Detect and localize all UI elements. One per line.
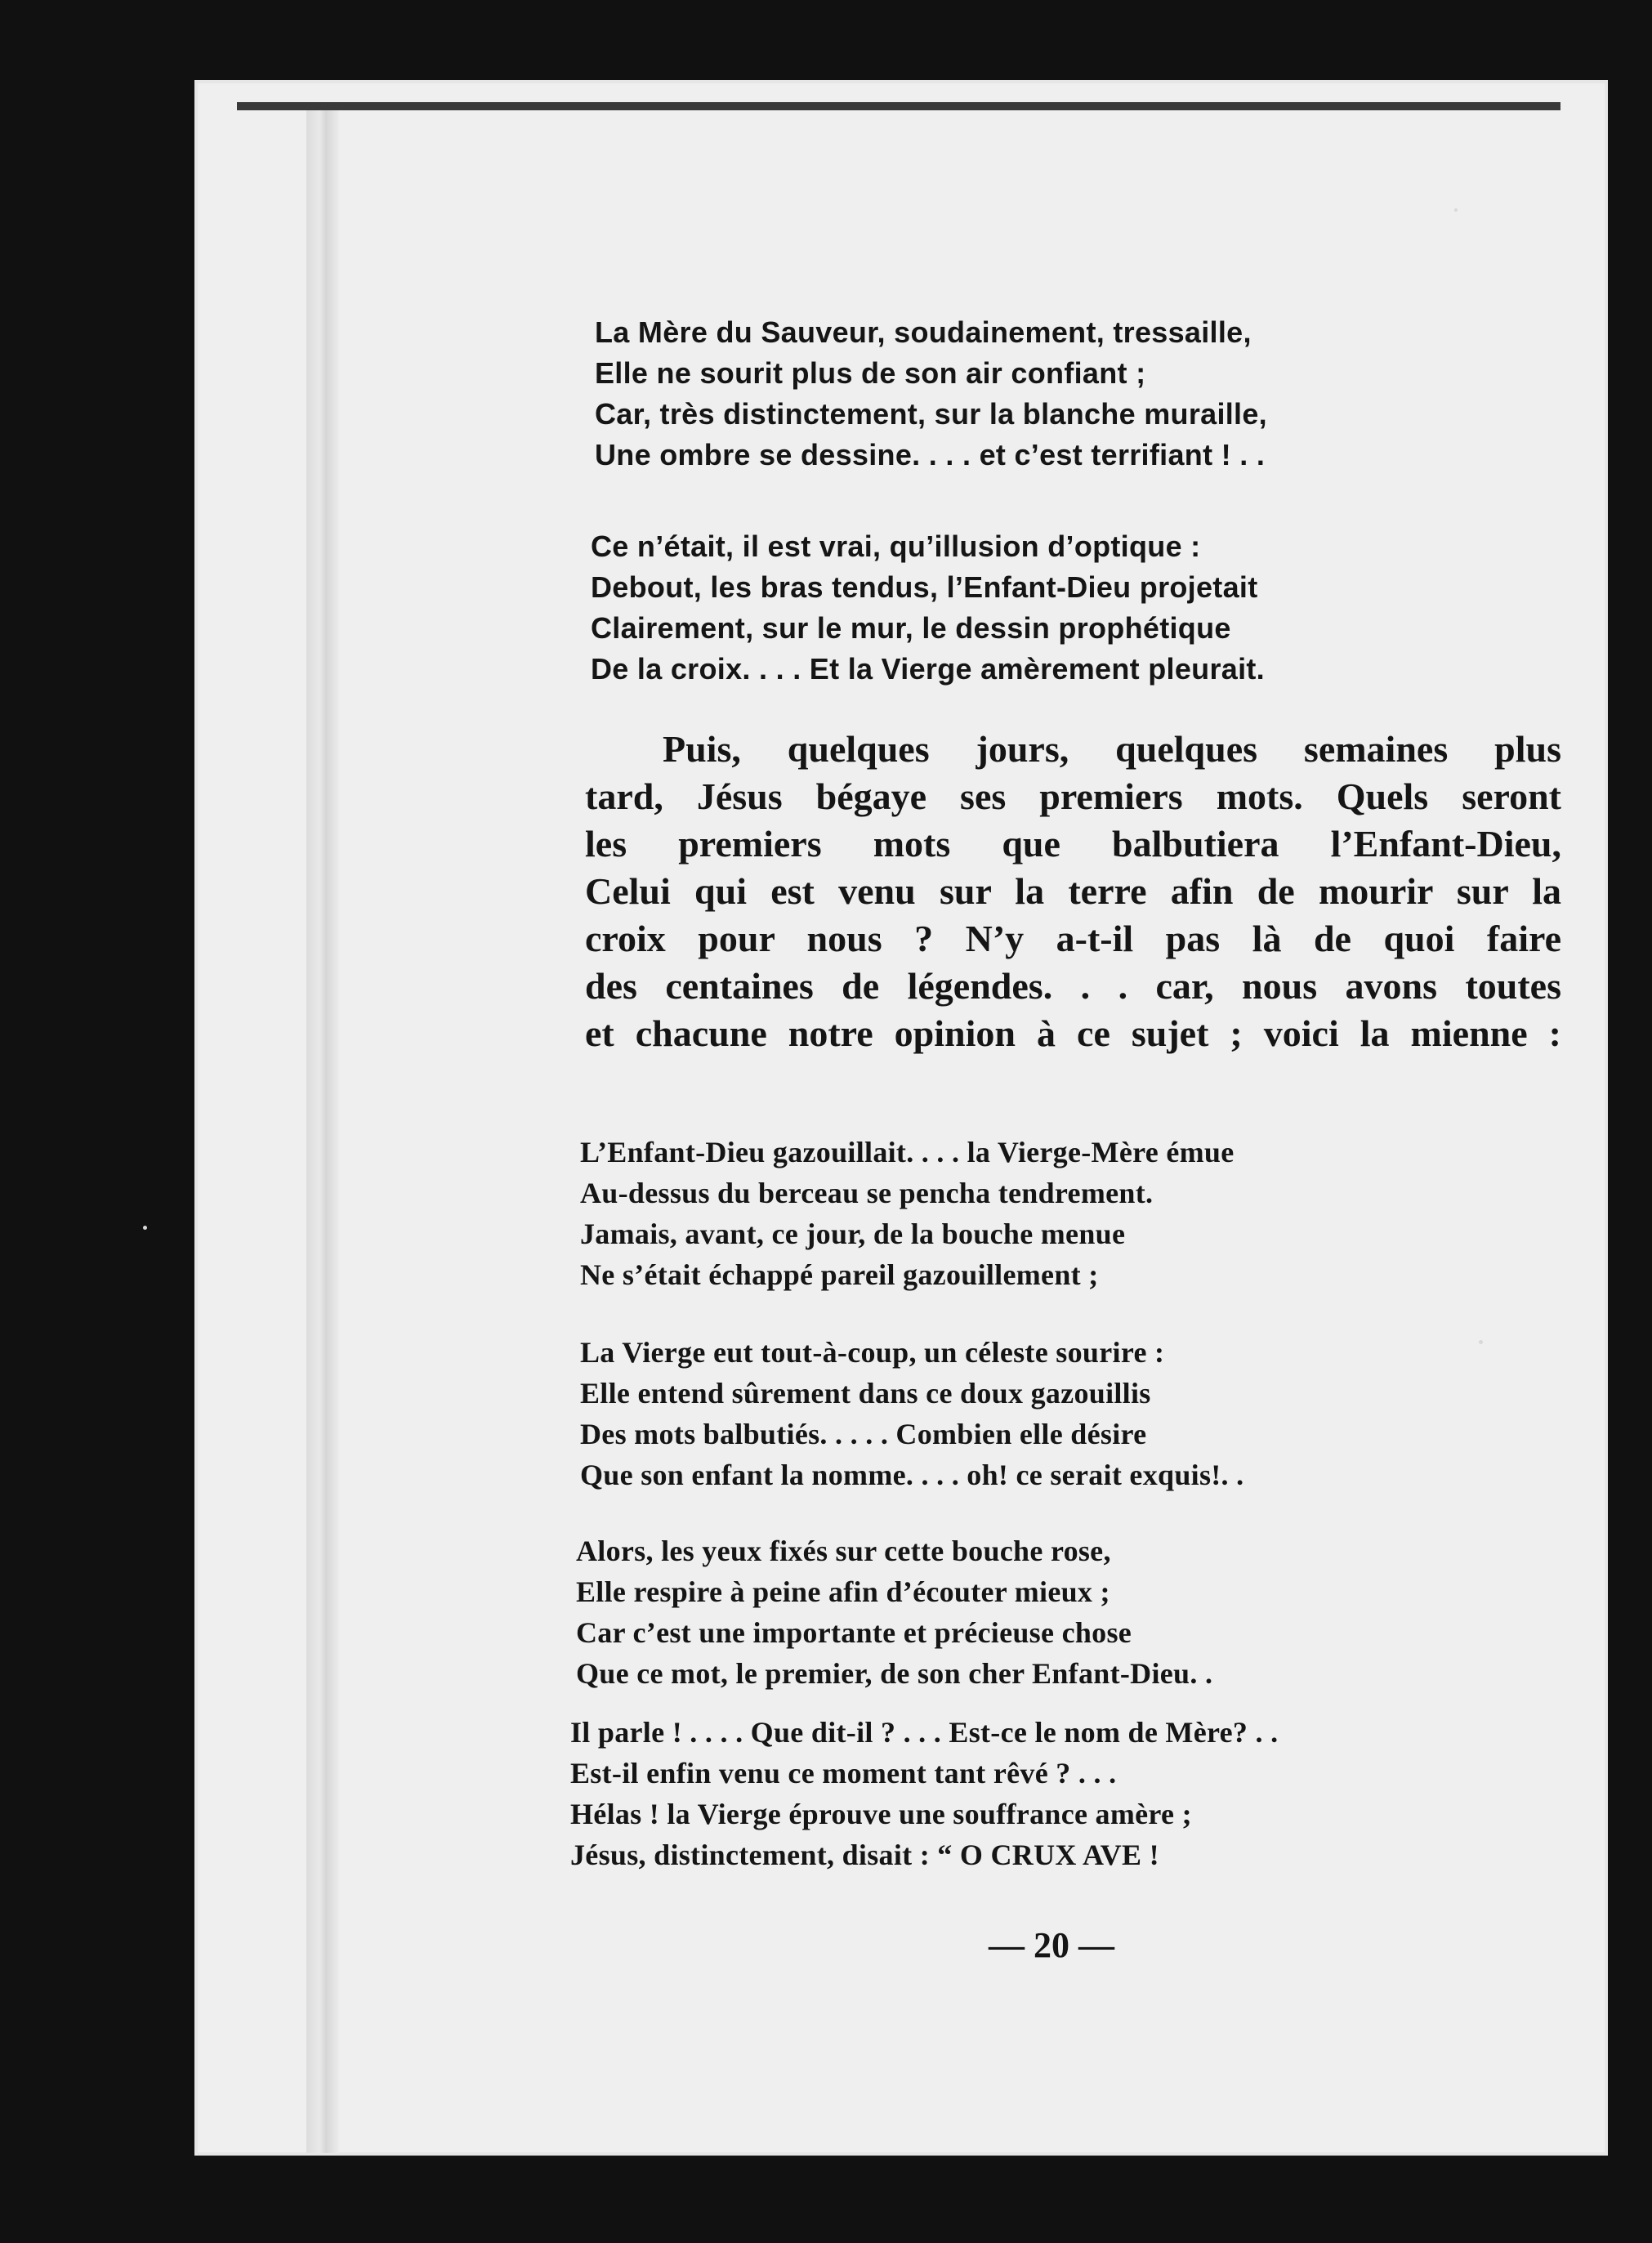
- dust-speck: [1479, 1340, 1483, 1344]
- verse-line: Que ce mot, le premier, de son cher Enfant-Dieu. .: [576, 1657, 1213, 1690]
- stanza-1: [595, 312, 1267, 476]
- verse-line: Que son enfant la nomme. . . . oh! ce serait exquis!. .: [580, 1459, 1244, 1491]
- stanza-3: [580, 1132, 1234, 1295]
- stanza-5: [576, 1530, 1212, 1694]
- verse-line: La Vierge eut tout-à-coup, un céleste sourire :: [580, 1336, 1165, 1369]
- verse-line: Elle ne sourit plus de son air confiant ;: [595, 356, 1146, 390]
- prose-line: et chacune notre opinion à ce sujet ; voici la mienne :: [585, 1012, 1561, 1054]
- verse-line: Clairement, sur le mur, le dessin prophétique: [591, 611, 1231, 645]
- prose-line: tard, Jésus bégaye ses premiers mots. Quels seront: [585, 775, 1561, 817]
- verse-line: Une ombre se dessine. . . . et c’est terrifiant ! . .: [595, 438, 1266, 471]
- verse-line: Au-dessus du berceau se pencha tendrement.: [580, 1177, 1154, 1209]
- prose-line: Celui qui est venu sur la terre afin de mourir sur la: [585, 870, 1561, 912]
- stanza-4: [580, 1332, 1243, 1495]
- verse-line: De la croix. . . . Et la Vierge amèrement pleurait.: [591, 652, 1265, 686]
- page-number: — 20 —: [989, 1925, 1114, 1965]
- verse-line: Ne s’était échappé pareil gazouillement ;: [580, 1258, 1099, 1291]
- verse-line: Elle respire à peine afin d’écouter mieux ;: [576, 1575, 1110, 1608]
- verse-line: Car, très distinctement, sur la blanche muraille,: [595, 397, 1267, 431]
- page-binding-edge: [306, 110, 339, 2153]
- prose-line: les premiers mots que balbutiera l’Enfant-Dieu,: [585, 823, 1561, 865]
- verse-line: Jamais, avant, ce jour, de la bouche menue: [580, 1218, 1126, 1250]
- verse-line: Car c’est une importante et précieuse chose: [576, 1616, 1132, 1649]
- prose-line: des centaines de légendes. . . car, nous avons toutes: [585, 965, 1561, 1007]
- dust-speck: [143, 1226, 147, 1230]
- verse-line: Il parle ! . . . . Que dit-il ? . . . Est-ce le nom de Mère? . .: [570, 1716, 1279, 1749]
- verse-line: Est-il enfin venu ce moment tant rêvé ? . . .: [570, 1757, 1117, 1789]
- verse-line: La Mère du Sauveur, soudainement, tressaille,: [595, 315, 1252, 349]
- prose-line: Puis, quelques jours, quelques semaines plus: [663, 728, 1561, 770]
- verse-line: Debout, les bras tendus, l’Enfant-Dieu projetait: [591, 570, 1258, 604]
- page-top-edge: [237, 102, 1560, 110]
- dust-speck: [1454, 208, 1458, 212]
- verse-line: Ce n’était, il est vrai, qu’illusion d’optique :: [591, 529, 1201, 563]
- verse-line: Hélas ! la Vierge éprouve une souffrance amère ;: [570, 1798, 1192, 1830]
- verse-line: Des mots balbutiés. . . . . Combien elle désire: [580, 1418, 1147, 1450]
- verse-line: Alors, les yeux fixés sur cette bouche rose,: [576, 1535, 1111, 1567]
- stanza-2: [591, 526, 1265, 690]
- verse-line: Elle entend sûrement dans ce doux gazouillis: [580, 1377, 1151, 1410]
- stanza-6: [570, 1712, 1278, 1875]
- prose-line: croix pour nous ? N’y a-t-il pas là de quoi faire: [585, 918, 1561, 959]
- prose-body: [585, 726, 1561, 1057]
- verse-line: Jésus, distinctement, disait : “ O CRUX AVE !: [570, 1839, 1159, 1871]
- verse-line: L’Enfant-Dieu gazouillait. . . . la Vierge-Mère émue: [580, 1136, 1235, 1168]
